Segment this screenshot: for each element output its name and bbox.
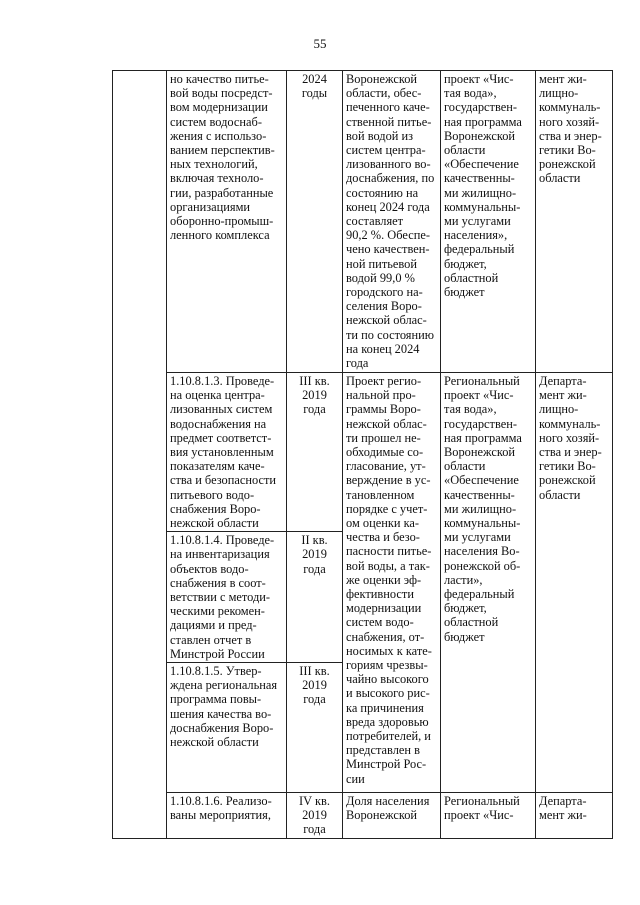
action-cell: 1.10.8.1.3. Проведе- на оценка центра- лизованных систем водоснабжения на предмет соответст- вия установленным показателям каче- ства и безопасности питьевого водо- снабжения Воро- нежской области bbox=[167, 373, 287, 532]
source-cell: Региональный проект «Чис- тая вода», государствен- ная программа Воронежской области «Обеспечение качественны- ми жилищно- коммунальны- ми услугами населения Во- ронежской об- ласти», федеральный бюджет, областной бюджет bbox=[441, 373, 536, 793]
executor-cell: Департа- мент жи- bbox=[536, 793, 613, 839]
left-blank-column bbox=[113, 71, 167, 839]
action-cell: 1.10.8.1.4. Проведе- на инвентаризация объектов водо- снабжения в соот- ветствии с методи- ческими рекомен- дациями и пред- ставлен отчет в Минстрой России bbox=[167, 532, 287, 663]
action-cell: но качество питье- вой воды посредст- вом модернизации систем водоснаб- жения с использо- ванием перспектив- ных технологий, включая техноло- гии, разработанные организациями оборонно-промыш- ленного комплекса bbox=[167, 71, 287, 373]
page-number: 55 bbox=[313, 36, 327, 51]
measures-table bbox=[112, 70, 613, 839]
action-cell: 1.10.8.1.6. Реализо- ваны мероприятия, bbox=[167, 793, 287, 839]
result-cell: Воронежской области, обес- печенного каче- ственной питье- вой водой из систем центра- лизованного во- доснабжения, по состоянию на конец 2024 года составляет 90,2 %. Обеспе- чено качествен- ной питьевой водой 99,0 % городского на- селения Воро- нежской облас- ти по состоянию на конец 2024 года bbox=[343, 71, 441, 373]
term-cell: 2024 годы bbox=[287, 71, 343, 373]
result-cell: Проект регио- нальной про- граммы Воро- нежской облас- ти прошел не- обходимые со- гласование, ут- верждение в ус- тановленном порядке с учет- ом оценки ка- чества и безо- пасности питье- вой воды, а так- же оценки эф- фективности модернизации систем водо- снабжения, от- носимых к кате- гориям чрезвы- чайно высокого и высокого рис- ка причинения вреда здоровью потребителей, и представлен в Минстрой Рос- сии bbox=[343, 373, 441, 793]
term-cell: III кв. 2019 года bbox=[287, 663, 343, 793]
term-cell: III кв. 2019 года bbox=[287, 373, 343, 532]
term-cell: II кв. 2019 года bbox=[287, 532, 343, 663]
source-cell: проект «Чис- тая вода», государствен- ная программа Воронежской области «Обеспечение качественны- ми жилищно- коммунальны- ми услугами населения», федеральный бюджет, областной бюджет bbox=[441, 71, 536, 373]
executor-cell: мент жи- лищно- коммуналь- ного хозяй- ства и энер- гетики Во- ронежской области bbox=[536, 71, 613, 373]
executor-cell: Департа- мент жи- лищно- коммуналь- ного хозяй- ства и энер- гетики Во- ронежской области bbox=[536, 373, 613, 793]
table-row bbox=[113, 373, 613, 532]
result-cell: Доля населения Воронежской bbox=[343, 793, 441, 839]
table-row bbox=[113, 71, 613, 373]
term-cell: IV кв. 2019 года bbox=[287, 793, 343, 839]
source-cell: Региональный проект «Чис- bbox=[441, 793, 536, 839]
table-row bbox=[113, 793, 613, 839]
action-cell: 1.10.8.1.5. Утвер- ждена региональная программа повы- шения качества во- доснабжения Воро- нежской области bbox=[167, 663, 287, 793]
